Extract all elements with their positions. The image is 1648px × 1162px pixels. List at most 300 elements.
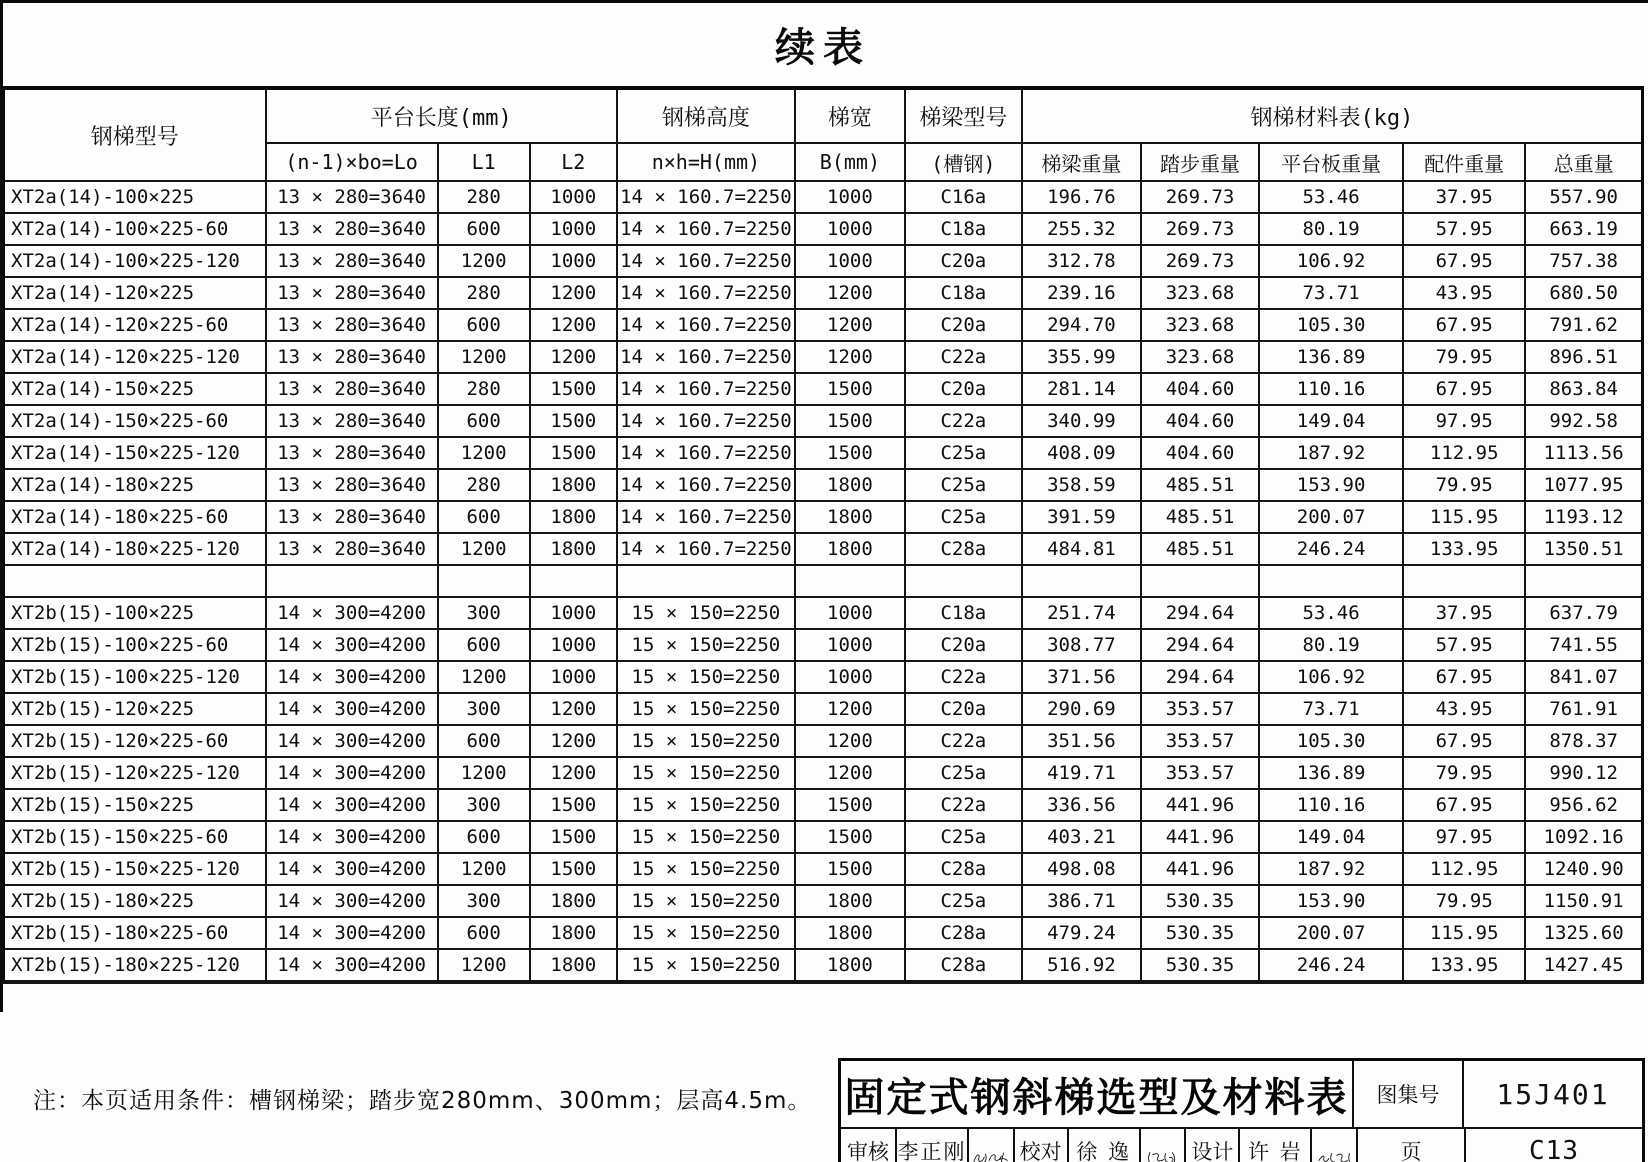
drawing-title-block xyxy=(838,1058,1645,1162)
table-row xyxy=(4,597,1643,629)
value-cell: 1800 xyxy=(530,501,617,533)
value-cell: 1000 xyxy=(530,213,617,245)
table-row xyxy=(4,341,1643,373)
value-cell: 294.64 xyxy=(1141,597,1259,629)
model-cell: XT2b(15)-150×225-60 xyxy=(4,821,266,853)
value-cell: 79.95 xyxy=(1403,757,1525,789)
value-cell xyxy=(795,565,905,597)
value-cell: 294.70 xyxy=(1022,309,1141,341)
value-cell: 1200 xyxy=(795,277,905,309)
model-cell: XT2b(15)-180×225-120 xyxy=(4,949,266,982)
value-cell: 1427.45 xyxy=(1525,949,1642,982)
value-cell: 956.62 xyxy=(1525,789,1642,821)
continued-table-title-band xyxy=(2,3,1644,86)
value-cell: 269.73 xyxy=(1141,213,1259,245)
value-cell: 15 × 150=2250 xyxy=(617,821,795,853)
value-cell: 15 × 150=2250 xyxy=(617,597,795,629)
value-cell: 351.56 xyxy=(1022,725,1141,757)
model-cell: XT2b(15)-100×225-60 xyxy=(4,629,266,661)
value-cell: 1200 xyxy=(438,341,530,373)
page-label: 页 xyxy=(1356,1129,1464,1162)
value-cell: 133.95 xyxy=(1403,949,1525,982)
value-cell xyxy=(438,565,530,597)
value-cell: 391.59 xyxy=(1022,501,1141,533)
page-title: 续表 xyxy=(775,25,871,71)
design-label: 设计 xyxy=(1184,1129,1238,1162)
value-cell: 14 × 300=4200 xyxy=(266,629,438,661)
table-row xyxy=(4,469,1643,501)
value-cell: 1800 xyxy=(530,917,617,949)
value-cell: 15 × 150=2250 xyxy=(617,629,795,661)
value-cell: 1200 xyxy=(530,277,617,309)
value-cell: 1000 xyxy=(795,245,905,277)
value-cell: 43.95 xyxy=(1403,693,1525,725)
ladder-selection-table xyxy=(2,86,1644,984)
drawing-title: 固定式钢斜梯选型及材料表 xyxy=(844,1074,1349,1121)
value-cell: 1200 xyxy=(795,693,905,725)
value-cell: 600 xyxy=(438,309,530,341)
value-cell: 281.14 xyxy=(1022,373,1141,405)
separator-row xyxy=(4,565,1643,597)
value-cell: 1350.51 xyxy=(1525,533,1642,565)
value-cell: 196.76 xyxy=(1022,181,1141,213)
value-cell: 200.07 xyxy=(1259,501,1403,533)
value-cell: 294.64 xyxy=(1141,661,1259,693)
value-cell: 13 × 280=3640 xyxy=(266,277,438,309)
value-cell: 1200 xyxy=(438,245,530,277)
subheader-step-weight: 踏步重量 xyxy=(1141,143,1259,181)
value-cell: 14 × 160.7=2250 xyxy=(617,277,795,309)
value-cell: 73.71 xyxy=(1259,693,1403,725)
value-cell: C28a xyxy=(905,853,1022,885)
table-row xyxy=(4,853,1643,885)
table-row xyxy=(4,917,1643,949)
value-cell: 15 × 150=2250 xyxy=(617,949,795,982)
model-cell: XT2b(15)-120×225-60 xyxy=(4,725,266,757)
value-cell: 841.07 xyxy=(1525,661,1642,693)
value-cell: 14 × 300=4200 xyxy=(266,917,438,949)
value-cell: 600 xyxy=(438,405,530,437)
value-cell: 14 × 160.7=2250 xyxy=(617,501,795,533)
checker-name: 徐 逸 xyxy=(1067,1129,1139,1162)
value-cell: C20a xyxy=(905,245,1022,277)
value-cell: 1200 xyxy=(438,949,530,982)
table-row xyxy=(4,501,1643,533)
value-cell: 14 × 160.7=2250 xyxy=(617,405,795,437)
value-cell: 269.73 xyxy=(1141,181,1259,213)
value-cell: 115.95 xyxy=(1403,501,1525,533)
value-cell: 1500 xyxy=(530,437,617,469)
value-cell: 106.92 xyxy=(1259,661,1403,693)
value-cell: 14 × 160.7=2250 xyxy=(617,533,795,565)
value-cell: C18a xyxy=(905,597,1022,629)
value-cell: 15 × 150=2250 xyxy=(617,853,795,885)
value-cell: 97.95 xyxy=(1403,405,1525,437)
value-cell: 67.95 xyxy=(1403,789,1525,821)
value-cell: 133.95 xyxy=(1403,533,1525,565)
value-cell: 403.21 xyxy=(1022,821,1141,853)
value-cell xyxy=(530,565,617,597)
value-cell: 1000 xyxy=(795,597,905,629)
value-cell: 112.95 xyxy=(1403,437,1525,469)
value-cell: 280 xyxy=(438,277,530,309)
value-cell: 255.32 xyxy=(1022,213,1141,245)
value-cell: 1800 xyxy=(795,885,905,917)
value-cell: 479.24 xyxy=(1022,917,1141,949)
value-cell: 353.57 xyxy=(1141,693,1259,725)
col-header-ladder-height: 钢梯高度 xyxy=(617,88,795,143)
value-cell: 13 × 280=3640 xyxy=(266,437,438,469)
value-cell: 239.16 xyxy=(1022,277,1141,309)
col-header-beam-model: 梯梁型号 xyxy=(905,88,1022,143)
table-row xyxy=(4,949,1643,982)
value-cell: 404.60 xyxy=(1141,405,1259,437)
model-cell: XT2b(15)-150×225-120 xyxy=(4,853,266,885)
value-cell: 404.60 xyxy=(1141,437,1259,469)
value-cell: 14 × 160.7=2250 xyxy=(617,437,795,469)
model-cell: XT2a(14)-180×225-120 xyxy=(4,533,266,565)
value-cell: 1200 xyxy=(438,853,530,885)
value-cell: 761.91 xyxy=(1525,693,1642,725)
value-cell: 1800 xyxy=(795,949,905,982)
value-cell: 336.56 xyxy=(1022,789,1141,821)
value-cell: 1200 xyxy=(530,341,617,373)
value-cell: 1500 xyxy=(795,821,905,853)
designer-name: 许 岩 xyxy=(1238,1129,1310,1162)
value-cell: 13 × 280=3640 xyxy=(266,373,438,405)
model-cell: XT2a(14)-100×225-60 xyxy=(4,213,266,245)
value-cell: 67.95 xyxy=(1403,725,1525,757)
value-cell: 1000 xyxy=(530,629,617,661)
value-cell: 300 xyxy=(438,597,530,629)
col-header-ladder-model: 钢梯型号 xyxy=(4,88,266,181)
value-cell: 1500 xyxy=(530,821,617,853)
value-cell: 441.96 xyxy=(1141,821,1259,853)
value-cell: 80.19 xyxy=(1259,629,1403,661)
model-cell: XT2a(14)-180×225 xyxy=(4,469,266,501)
subheader-l2: L2 xyxy=(530,143,617,181)
value-cell: 1500 xyxy=(795,853,905,885)
value-cell: 14 × 160.7=2250 xyxy=(617,213,795,245)
value-cell: 990.12 xyxy=(1525,757,1642,789)
value-cell: 15 × 150=2250 xyxy=(617,725,795,757)
value-cell: 485.51 xyxy=(1141,469,1259,501)
value-cell: C25a xyxy=(905,821,1022,853)
model-cell: XT2b(15)-120×225 xyxy=(4,693,266,725)
value-cell: 1240.90 xyxy=(1525,853,1642,885)
value-cell: C28a xyxy=(905,533,1022,565)
value-cell: 67.95 xyxy=(1403,245,1525,277)
value-cell xyxy=(617,565,795,597)
value-cell: 280 xyxy=(438,469,530,501)
value-cell: 600 xyxy=(438,501,530,533)
value-cell: 312.78 xyxy=(1022,245,1141,277)
value-cell: 105.30 xyxy=(1259,309,1403,341)
value-cell: 663.19 xyxy=(1525,213,1642,245)
value-cell: 1500 xyxy=(530,789,617,821)
value-cell: 37.95 xyxy=(1403,597,1525,629)
value-cell: 323.68 xyxy=(1141,309,1259,341)
value-cell: 14 × 160.7=2250 xyxy=(617,181,795,213)
model-cell: XT2a(14)-100×225-120 xyxy=(4,245,266,277)
value-cell: 1200 xyxy=(438,437,530,469)
value-cell: 485.51 xyxy=(1141,501,1259,533)
table-row xyxy=(4,213,1643,245)
table-row xyxy=(4,373,1643,405)
value-cell: 1200 xyxy=(530,725,617,757)
value-cell: 79.95 xyxy=(1403,469,1525,501)
value-cell: 14 × 300=4200 xyxy=(266,821,438,853)
value-cell: 863.84 xyxy=(1525,373,1642,405)
model-cell: XT2b(15)-100×225-120 xyxy=(4,661,266,693)
value-cell: 14 × 160.7=2250 xyxy=(617,373,795,405)
value-cell: 153.90 xyxy=(1259,885,1403,917)
value-cell: 1800 xyxy=(530,885,617,917)
value-cell: 15 × 150=2250 xyxy=(617,757,795,789)
subheader-platform-formula: (n-1)×bo=Lo xyxy=(266,143,438,181)
value-cell: 323.68 xyxy=(1141,341,1259,373)
value-cell: 153.90 xyxy=(1259,469,1403,501)
value-cell: 13 × 280=3640 xyxy=(266,181,438,213)
value-cell: 43.95 xyxy=(1403,277,1525,309)
table-row xyxy=(4,309,1643,341)
value-cell: 441.96 xyxy=(1141,789,1259,821)
value-cell: 1200 xyxy=(795,309,905,341)
value-cell: 355.99 xyxy=(1022,341,1141,373)
atlas-number: 15J401 xyxy=(1462,1061,1642,1127)
value-cell: 294.64 xyxy=(1141,629,1259,661)
model-cell: XT2a(14)-180×225-60 xyxy=(4,501,266,533)
value-cell: 600 xyxy=(438,213,530,245)
model-cell: XT2a(14)-100×225 xyxy=(4,181,266,213)
value-cell: 57.95 xyxy=(1403,213,1525,245)
model-cell: XT2a(14)-120×225-60 xyxy=(4,309,266,341)
value-cell: 13 × 280=3640 xyxy=(266,341,438,373)
value-cell: 14 × 300=4200 xyxy=(266,725,438,757)
value-cell: 1000 xyxy=(530,597,617,629)
value-cell xyxy=(1403,565,1525,597)
model-cell: XT2a(14)-120×225-120 xyxy=(4,341,266,373)
value-cell: C22a xyxy=(905,405,1022,437)
value-cell: 1200 xyxy=(795,725,905,757)
value-cell: 1800 xyxy=(530,533,617,565)
value-cell: 1800 xyxy=(530,469,617,501)
value-cell: 1000 xyxy=(530,661,617,693)
table-row xyxy=(4,437,1643,469)
table-row xyxy=(4,725,1643,757)
value-cell: 408.09 xyxy=(1022,437,1141,469)
check-label: 校对 xyxy=(1013,1129,1067,1162)
value-cell: 14 × 160.7=2250 xyxy=(617,309,795,341)
value-cell: C22a xyxy=(905,341,1022,373)
model-cell: XT2b(15)-120×225-120 xyxy=(4,757,266,789)
value-cell: 14 × 300=4200 xyxy=(266,853,438,885)
value-cell: 300 xyxy=(438,693,530,725)
value-cell: 600 xyxy=(438,821,530,853)
value-cell: 1200 xyxy=(438,661,530,693)
subheader-channel-steel: (槽钢) xyxy=(905,143,1022,181)
value-cell: C20a xyxy=(905,693,1022,725)
table-row xyxy=(4,661,1643,693)
value-cell: 878.37 xyxy=(1525,725,1642,757)
value-cell: 1500 xyxy=(530,405,617,437)
value-cell: 1000 xyxy=(795,661,905,693)
value-cell: 1077.95 xyxy=(1525,469,1642,501)
value-cell: C22a xyxy=(905,661,1022,693)
value-cell: 14 × 300=4200 xyxy=(266,885,438,917)
table-row xyxy=(4,885,1643,917)
value-cell: 97.95 xyxy=(1403,821,1525,853)
value-cell: 323.68 xyxy=(1141,277,1259,309)
table-row xyxy=(4,789,1643,821)
value-cell: 1500 xyxy=(530,853,617,885)
value-cell: 13 × 280=3640 xyxy=(266,309,438,341)
value-cell: 14 × 300=4200 xyxy=(266,789,438,821)
value-cell: 1500 xyxy=(795,373,905,405)
model-cell: XT2a(14)-150×225 xyxy=(4,373,266,405)
table-row xyxy=(4,693,1643,725)
value-cell: 187.92 xyxy=(1259,437,1403,469)
value-cell xyxy=(1141,565,1259,597)
col-header-platform-length: 平台长度(mm) xyxy=(266,88,617,143)
subheader-fittings-weight: 配件重量 xyxy=(1403,143,1525,181)
value-cell: 110.16 xyxy=(1259,373,1403,405)
value-cell: 110.16 xyxy=(1259,789,1403,821)
value-cell: 1000 xyxy=(530,245,617,277)
value-cell: 386.71 xyxy=(1022,885,1141,917)
value-cell: 112.95 xyxy=(1403,853,1525,885)
value-cell: 557.90 xyxy=(1525,181,1642,213)
value-cell: 600 xyxy=(438,725,530,757)
review-label: 审核 xyxy=(847,1140,889,1162)
subheader-platform-plate-weight: 平台板重量 xyxy=(1259,143,1403,181)
applicability-note: 注：本页适用条件：槽钢梯梁；踏步宽280mm、300mm；层高4.5m。 xyxy=(33,1088,812,1114)
value-cell: 358.59 xyxy=(1022,469,1141,501)
model-cell xyxy=(4,565,266,597)
value-cell: 14 × 300=4200 xyxy=(266,661,438,693)
value-cell: 1113.56 xyxy=(1525,437,1642,469)
reviewer-signature-icon xyxy=(967,1129,1013,1162)
value-cell: 485.51 xyxy=(1141,533,1259,565)
value-cell: 371.56 xyxy=(1022,661,1141,693)
table-row xyxy=(4,181,1643,213)
value-cell: 484.81 xyxy=(1022,533,1141,565)
value-cell: 136.89 xyxy=(1259,341,1403,373)
value-cell: 300 xyxy=(438,789,530,821)
table-header xyxy=(4,88,1643,181)
value-cell: 600 xyxy=(438,917,530,949)
value-cell: 1193.12 xyxy=(1525,501,1642,533)
table-row xyxy=(4,405,1643,437)
value-cell: 67.95 xyxy=(1403,661,1525,693)
value-cell: 57.95 xyxy=(1403,629,1525,661)
value-cell: 13 × 280=3640 xyxy=(266,245,438,277)
value-cell: 269.73 xyxy=(1141,245,1259,277)
value-cell: C25a xyxy=(905,757,1022,789)
table-row xyxy=(4,757,1643,789)
value-cell: 14 × 160.7=2250 xyxy=(617,245,795,277)
value-cell: 115.95 xyxy=(1403,917,1525,949)
col-header-materials: 钢梯材料表(kg) xyxy=(1022,88,1643,143)
value-cell: 200.07 xyxy=(1259,917,1403,949)
designer-signature-icon xyxy=(1310,1129,1356,1162)
model-cell: XT2b(15)-100×225 xyxy=(4,597,266,629)
value-cell: 136.89 xyxy=(1259,757,1403,789)
value-cell: C20a xyxy=(905,373,1022,405)
model-cell: XT2a(14)-150×225-60 xyxy=(4,405,266,437)
value-cell: 15 × 150=2250 xyxy=(617,917,795,949)
value-cell: 1200 xyxy=(438,533,530,565)
value-cell: 105.30 xyxy=(1259,725,1403,757)
value-cell: 67.95 xyxy=(1403,373,1525,405)
value-cell: 149.04 xyxy=(1259,405,1403,437)
value-cell: 1325.60 xyxy=(1525,917,1642,949)
value-cell: 15 × 150=2250 xyxy=(617,661,795,693)
table-row xyxy=(4,629,1643,661)
value-cell: 13 × 280=3640 xyxy=(266,213,438,245)
value-cell: 530.35 xyxy=(1141,917,1259,949)
title-block-bottom-row xyxy=(841,1127,1642,1162)
value-cell: 14 × 300=4200 xyxy=(266,949,438,982)
value-cell: C25a xyxy=(905,469,1022,501)
value-cell: 1800 xyxy=(530,949,617,982)
value-cell: 680.50 xyxy=(1525,277,1642,309)
value-cell: C28a xyxy=(905,917,1022,949)
value-cell xyxy=(905,565,1022,597)
value-cell: 53.46 xyxy=(1259,181,1403,213)
value-cell: 13 × 280=3640 xyxy=(266,469,438,501)
value-cell: 300 xyxy=(438,885,530,917)
table-row xyxy=(4,821,1643,853)
value-cell: 1200 xyxy=(795,341,905,373)
value-cell: 15 × 150=2250 xyxy=(617,789,795,821)
subheader-beam-weight: 梯梁重量 xyxy=(1022,143,1141,181)
value-cell: 1092.16 xyxy=(1525,821,1642,853)
subheader-width-b: B(mm) xyxy=(795,143,905,181)
subheader-height-formula: n×h=H(mm) xyxy=(617,143,795,181)
value-cell: 1800 xyxy=(795,917,905,949)
model-cell: XT2b(15)-150×225 xyxy=(4,789,266,821)
value-cell: 14 × 300=4200 xyxy=(266,757,438,789)
value-cell: C18a xyxy=(905,277,1022,309)
subheader-total-weight: 总重量 xyxy=(1525,143,1642,181)
value-cell: 1200 xyxy=(438,757,530,789)
value-cell: 791.62 xyxy=(1525,309,1642,341)
value-cell: C18a xyxy=(905,213,1022,245)
value-cell: 530.35 xyxy=(1141,885,1259,917)
value-cell: C25a xyxy=(905,437,1022,469)
value-cell: 1800 xyxy=(795,501,905,533)
value-cell: 637.79 xyxy=(1525,597,1642,629)
value-cell: 53.46 xyxy=(1259,597,1403,629)
value-cell: 1150.91 xyxy=(1525,885,1642,917)
value-cell: 1500 xyxy=(795,437,905,469)
value-cell: 246.24 xyxy=(1259,949,1403,982)
value-cell: 79.95 xyxy=(1403,885,1525,917)
value-cell: 80.19 xyxy=(1259,213,1403,245)
model-cell: XT2a(14)-150×225-120 xyxy=(4,437,266,469)
value-cell xyxy=(266,565,438,597)
value-cell: 106.92 xyxy=(1259,245,1403,277)
value-cell: 1200 xyxy=(795,757,905,789)
value-cell xyxy=(1259,565,1403,597)
page-number: C13 xyxy=(1464,1129,1642,1162)
value-cell: 1500 xyxy=(795,789,905,821)
value-cell: 37.95 xyxy=(1403,181,1525,213)
value-cell: 14 × 160.7=2250 xyxy=(617,341,795,373)
value-cell: 67.95 xyxy=(1403,309,1525,341)
value-cell xyxy=(1525,565,1642,597)
